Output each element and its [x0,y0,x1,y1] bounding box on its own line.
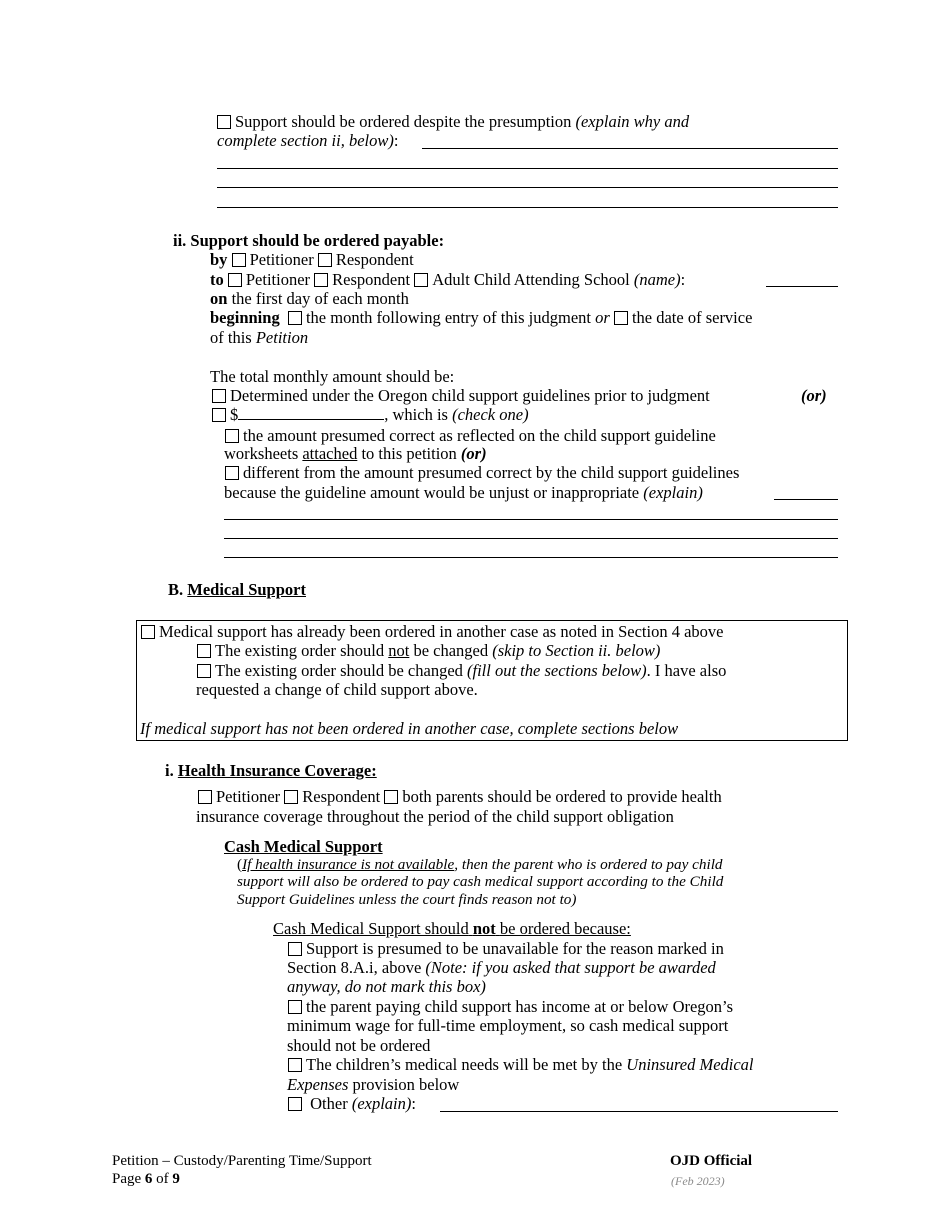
amount-checkbox[interactable] [212,408,226,422]
cash-medical-heading: Cash Medical Support [224,837,383,856]
amount-row: $ , which is (check one) [212,405,529,424]
footer-title: Petition – Custody/Parenting Time/Support [112,1153,372,1169]
changed-row: The existing order should be changed (fill out the sections below). I have also [197,661,726,680]
payable-to-row: to Petitioner Respondent Adult Child Attending School (name): [210,270,686,289]
presumption-line-2: complete section ii, below): [217,131,399,150]
health-insurance-row-2: insurance coverage throughout the period of the child support obligation [196,807,674,826]
beginning-month-following-checkbox[interactable] [288,311,302,325]
presumed-correct-row: the amount presumed correct as reflected on the child support guideline [225,426,716,445]
cash-option-1-row: Support is presumed to be unavailable for the reason marked in [288,939,724,958]
health-respondent-checkbox[interactable] [284,790,298,804]
cash-option-3-row: The children’s medical needs will be met by the Uninsured Medical [288,1055,754,1074]
medical-note: If medical support has not been ordered in another case, complete sections below [140,719,679,738]
health-insurance-row: Petitioner Respondent both parents should be ordered to provide health [198,787,722,806]
beginning-date-of-service-checkbox[interactable] [614,311,628,325]
health-petitioner-checkbox[interactable] [198,790,212,804]
payable-by-row: by Petitioner Respondent [210,250,414,269]
footer-date: (Feb 2023) [671,1174,725,1188]
already-ordered-checkbox[interactable] [141,625,155,639]
cash-option-2-row-2: minimum wage for full-time employment, so cash medical support [287,1016,729,1035]
presumption-explain-field-2[interactable] [217,168,838,169]
requested-change-text: requested a change of child support above. [196,680,478,699]
cash-medical-para-1: (If health insurance is not available, then the parent who is ordered to pay child [237,856,723,873]
cash-other-checkbox[interactable] [288,1097,302,1111]
total-monthly-label: The total monthly amount should be: [210,367,455,386]
to-respondent-checkbox[interactable] [314,273,328,287]
payable-beginning-row-2: of this Petition [210,328,309,347]
determined-row: Determined under the Oregon child support guidelines prior to judgment [212,386,710,405]
cash-option-3-row-2: Expenses provision below [287,1075,460,1094]
cash-option-4-row: Other (explain): [288,1094,416,1113]
different-explain-field-1[interactable] [774,499,838,500]
cash-should-not-heading: Cash Medical Support should not be ordered because: [273,919,631,938]
changed-checkbox[interactable] [197,664,211,678]
cash-medical-para-3: Support Guidelines unless the court finds reason not to) [237,891,577,908]
different-explain-field-3[interactable] [224,538,838,539]
cash-option-1-row-3: anyway, do not mark this box) [287,977,486,996]
health-insurance-heading: i. Health Insurance Coverage: [165,761,377,780]
presumption-line-1: Support should be ordered despite the presumption (explain why and [217,112,689,131]
section-ii-heading: ii. Support should be ordered payable: [173,231,445,250]
cash-option-1-row-2: Section 8.A.i, above (Note: if you asked that support be awarded [287,958,716,977]
or-label-1: (or) [801,386,827,405]
presumed-correct-checkbox[interactable] [225,429,239,443]
different-explain-field-2[interactable] [224,519,838,520]
payable-beginning-row: beginning the month following entry of this judgment or the date of service [210,308,753,327]
cash-medical-para-2: support will also be ordered to pay cash medical support according to the Child [237,873,724,890]
different-row: different from the amount presumed correct by the child support guidelines [225,463,739,482]
presumed-correct-row-2: worksheets attached to this petition (or) [224,444,487,463]
cash-unavailable-checkbox[interactable] [288,942,302,956]
not-changed-checkbox[interactable] [197,644,211,658]
different-row-2: because the guideline amount would be unjust or inappropriate (explain) [224,483,703,502]
cash-other-explain-field[interactable] [440,1111,838,1112]
by-respondent-checkbox[interactable] [318,253,332,267]
presumption-checkbox[interactable] [217,115,231,129]
section-b-heading: B. Medical Support [168,580,306,599]
presumption-explain-field-4[interactable] [217,207,838,208]
cash-option-2-row-3: should not be ordered [287,1036,431,1055]
adult-child-name-field[interactable] [766,286,838,287]
cash-option-2-row: the parent paying child support has income at or below Oregon’s [288,997,733,1016]
health-both-parents-checkbox[interactable] [384,790,398,804]
cash-minimum-wage-checkbox[interactable] [288,1000,302,1014]
not-changed-row: The existing order should not be changed (skip to Section ii. below) [197,641,660,660]
presumption-explain-field-3[interactable] [217,187,838,188]
already-ordered-row: Medical support has already been ordered in another case as noted in Section 4 above [141,622,723,641]
presumption-explain-field-1[interactable] [422,148,838,149]
to-adult-child-checkbox[interactable] [414,273,428,287]
footer-page: Page 6 of 9 [112,1171,180,1187]
by-petitioner-checkbox[interactable] [232,253,246,267]
different-amount-checkbox[interactable] [225,466,239,480]
amount-field[interactable] [238,405,384,420]
footer-official: OJD Official [670,1153,753,1169]
determined-guidelines-checkbox[interactable] [212,389,226,403]
payable-on-row: on the first day of each month [210,289,409,308]
cash-uninsured-expenses-checkbox[interactable] [288,1058,302,1072]
different-explain-field-4[interactable] [224,557,838,558]
to-petitioner-checkbox[interactable] [228,273,242,287]
